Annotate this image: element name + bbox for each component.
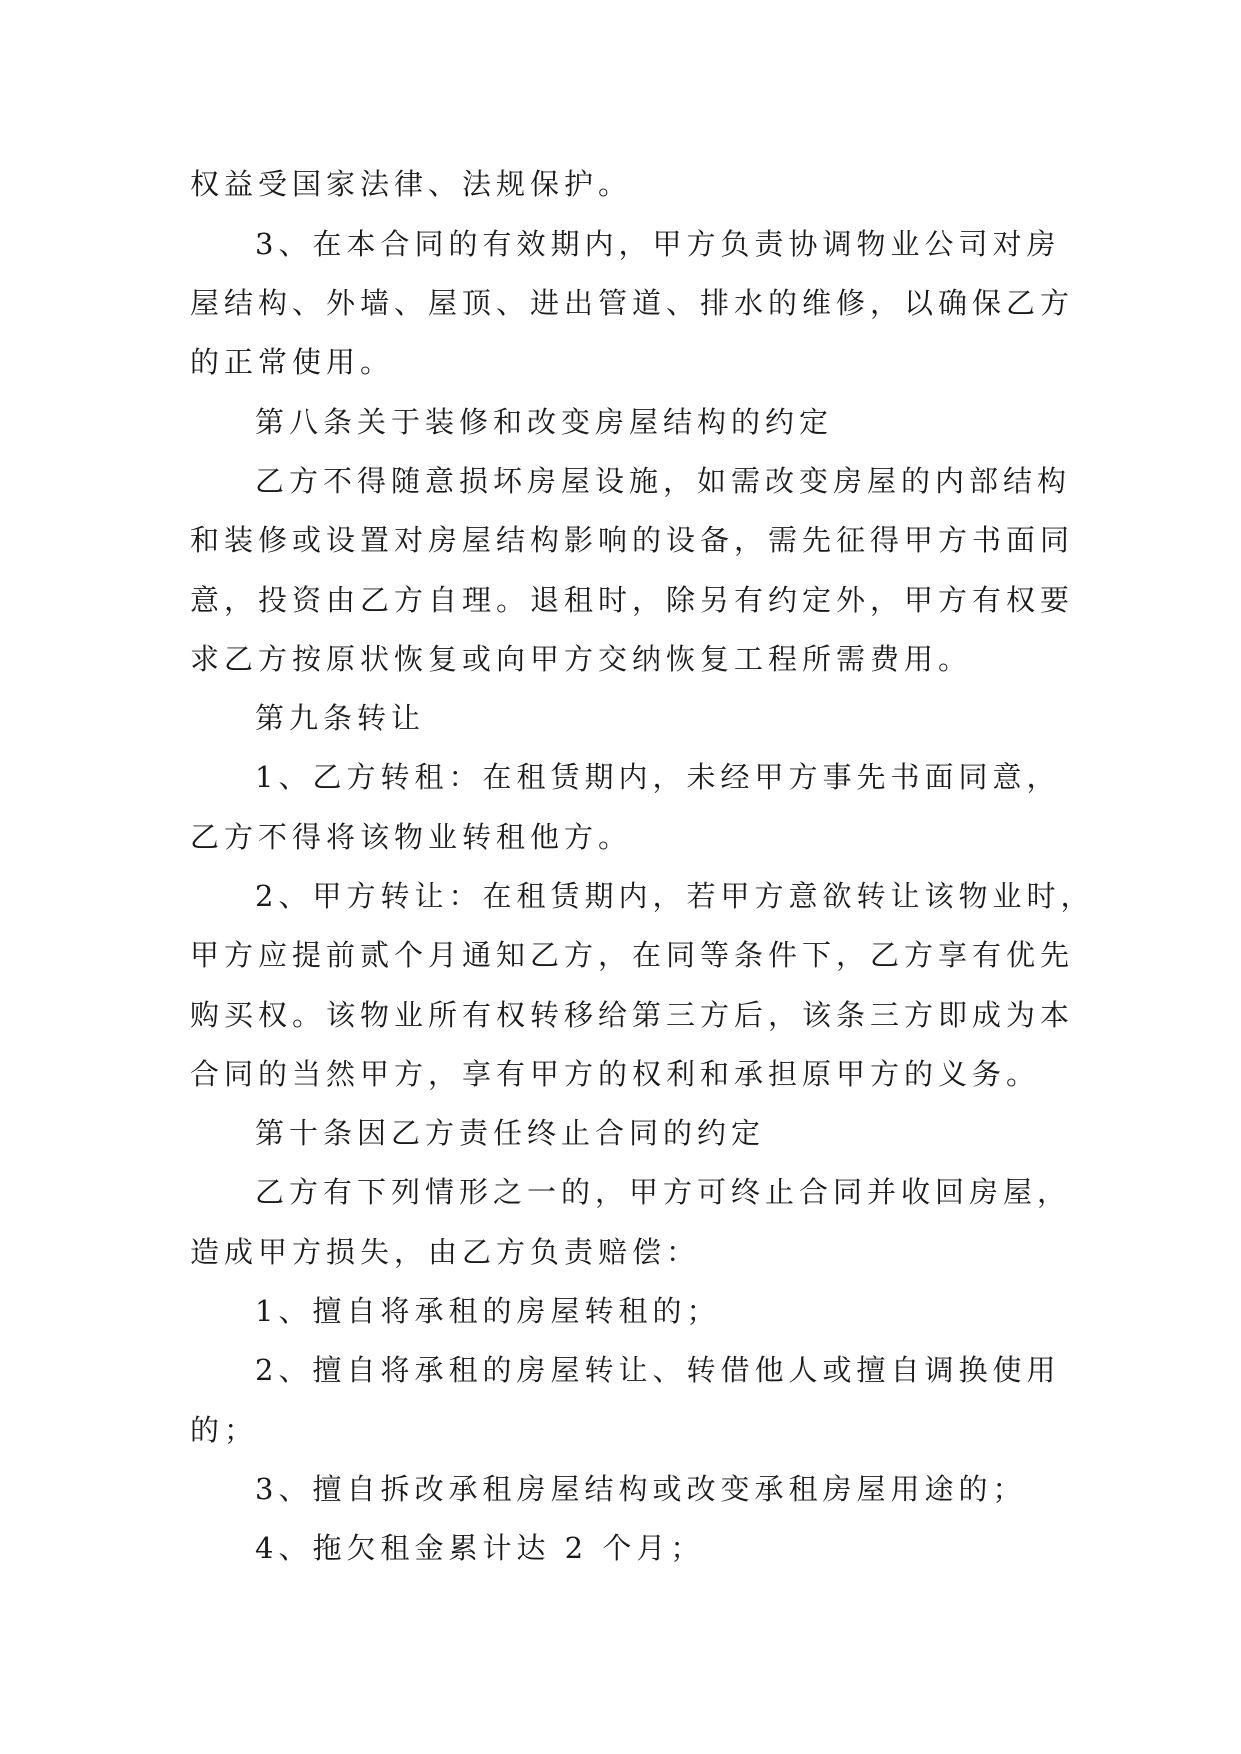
- text-line: 1、乙方转租：在租赁期内，未经甲方事先书面同意，: [255, 760, 1061, 794]
- text-line: 屋结构、外墙、屋顶、进出管道、排水的维修，以确保乙方: [190, 286, 1075, 320]
- section-heading: 第十条因乙方责任终止合同的约定: [255, 1116, 766, 1150]
- text-line: 3、在本合同的有效期内，甲方负责协调物业公司对房: [255, 227, 1061, 261]
- list-item: 2、擅自将承租的房屋转让、转借他人或擅自调换使用: [255, 1353, 1061, 1387]
- list-item: 1、擅自将承租的房屋转租的；: [255, 1294, 721, 1328]
- text-line: 甲方应提前贰个月通知乙方，在同等条件下，乙方享有优先: [190, 938, 1075, 972]
- section-heading: 第九条转让: [255, 701, 426, 735]
- section-heading: 第八条关于装修和改变房屋结构的约定: [255, 405, 834, 439]
- text-line: 求乙方按原状恢复或向甲方交纳恢复工程所需费用。: [190, 642, 973, 676]
- text-line: 造成甲方损失，由乙方负责赔偿：: [190, 1235, 701, 1269]
- text-line: 权益受国家法律、法规保护。: [190, 167, 633, 201]
- text-line: 的正常使用。: [190, 345, 395, 379]
- text-line: 2、甲方转让：在租赁期内，若甲方意欲转让该物业时，: [255, 879, 1095, 913]
- text-line: 乙方不得将该物业转租他方。: [190, 820, 633, 854]
- list-item: 3、擅自拆改承租房屋结构或改变承租房屋用途的；: [255, 1472, 1027, 1506]
- text-line: 乙方不得随意损坏房屋设施，如需改变房屋的内部结构: [255, 464, 1072, 498]
- text-line: 和装修或设置对房屋结构影响的设备，需先征得甲方书面同: [190, 523, 1075, 557]
- list-item: 4、拖欠租金累计达 2 个月；: [255, 1531, 705, 1565]
- text-line: 购买权。该物业所有权转移给第三方后，该条三方即成为本: [190, 998, 1075, 1032]
- text-line: 意，投资由乙方自理。退租时，除另有约定外，甲方有权要: [190, 583, 1075, 617]
- text-line: 的；: [190, 1413, 259, 1447]
- text-line: 合同的当然甲方，享有甲方的权利和承担原甲方的义务。: [190, 1057, 1041, 1091]
- text-line: 乙方有下列情形之一的，甲方可终止合同并收回房屋，: [255, 1175, 1072, 1209]
